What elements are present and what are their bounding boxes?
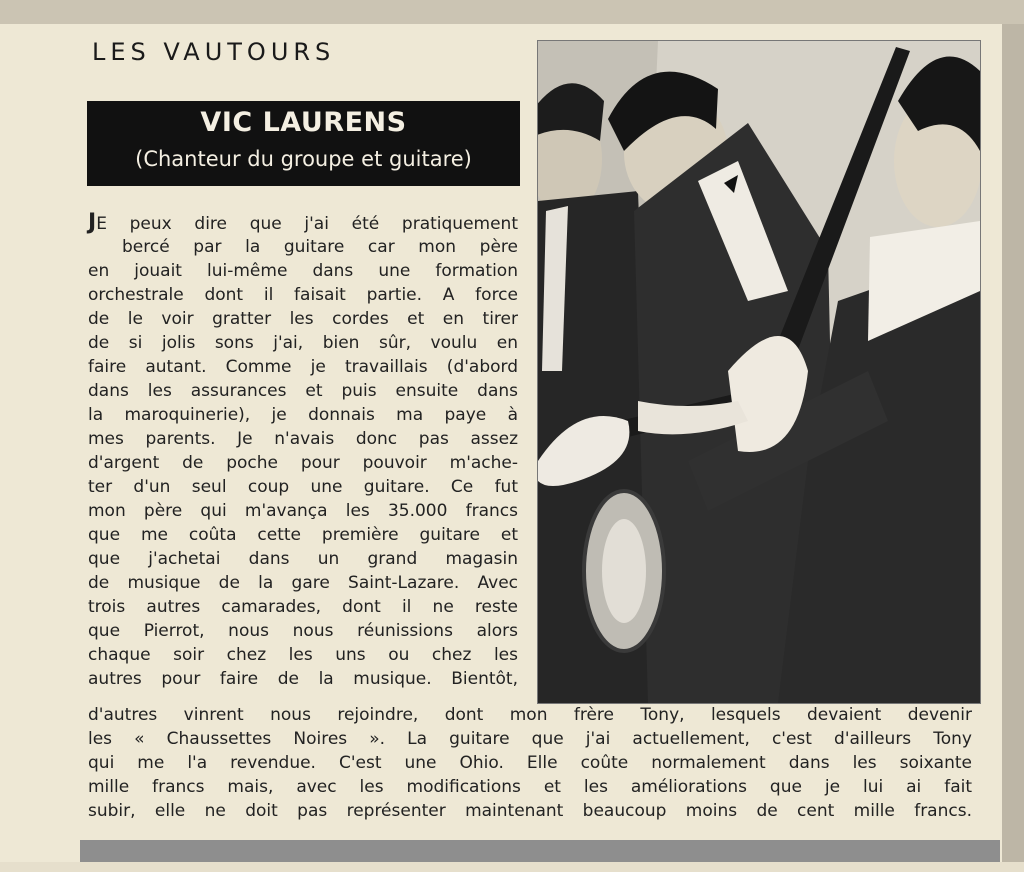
article-line: mes parents. Je n'avais donc pas assez <box>88 429 518 449</box>
article-line: de le voir gratter les cordes et en tirer <box>88 309 518 329</box>
drop-cap: J <box>88 210 97 235</box>
article-line: autres pour faire de la musique. Bientôt, <box>88 669 518 689</box>
bottom-page-edge <box>0 862 1024 872</box>
band-photo <box>537 40 981 704</box>
article-line-full: mille francs mais, avec les modifications et les améliorations que je lui ai fait <box>88 777 972 797</box>
article-line: que me coûta cette première guitare et <box>88 525 518 545</box>
article-line: faire autant. Comme je travaillais (d'abord <box>88 357 518 377</box>
artist-name: VIC LAURENS <box>200 107 407 138</box>
article-line: de musique de la gare Saint-Lazare. Avec <box>88 573 518 593</box>
article-line: trois autres camarades, dont il ne reste <box>88 597 518 617</box>
article-line: la maroquinerie), je donnais ma paye à <box>88 405 518 425</box>
article-line-first <box>88 211 518 236</box>
article-line: d'argent de poche pour pouvoir m'ache- <box>88 453 518 473</box>
article-line: de si jolis sons j'ai, bien sûr, voulu en <box>88 333 518 353</box>
article-line: chaque soir chez les uns ou chez les <box>88 645 518 665</box>
top-page-edge <box>0 0 1024 24</box>
article-line-full: d'autres vinrent nous rejoindre, dont mon frère Tony, lesquels devaient devenir <box>88 705 972 725</box>
article-line-text: E peux dire que j'ai été pratiquement <box>96 214 518 234</box>
article-line: mon père qui m'avança les 35.000 francs <box>88 501 518 521</box>
article-line: ter d'un seul coup une guitare. Ce fut <box>88 477 518 497</box>
band-photo-illustration <box>538 41 980 703</box>
article-line: en jouait lui-même dans une formation <box>88 261 518 281</box>
article-line: que j'achetai dans un grand magasin <box>88 549 518 569</box>
article-line-full: subir, elle ne doit pas représenter maintenant beaucoup moins de cent mille francs. <box>88 801 972 821</box>
artist-role: (Chanteur du groupe et guitare) <box>135 147 472 171</box>
section-label: LES VAUTOURS <box>92 38 336 66</box>
article-line: orchestrale dont il faisait partie. A force <box>88 285 518 305</box>
article-line-full: qui me l'a revendue. C'est une Ohio. Elle coûte normalement dans les soixante <box>88 753 972 773</box>
title-box <box>87 101 520 186</box>
right-page-edge <box>1002 24 1024 872</box>
bottom-grey-band <box>80 840 1000 862</box>
article-line-full: les « Chaussettes Noires ». La guitare que j'ai actuellement, c'est d'ailleurs Tony <box>88 729 972 749</box>
article-line: que Pierrot, nous nous réunissions alors <box>88 621 518 641</box>
article-line: dans les assurances et puis ensuite dans <box>88 381 518 401</box>
article-line: bercé par la guitare car mon père <box>122 237 518 257</box>
